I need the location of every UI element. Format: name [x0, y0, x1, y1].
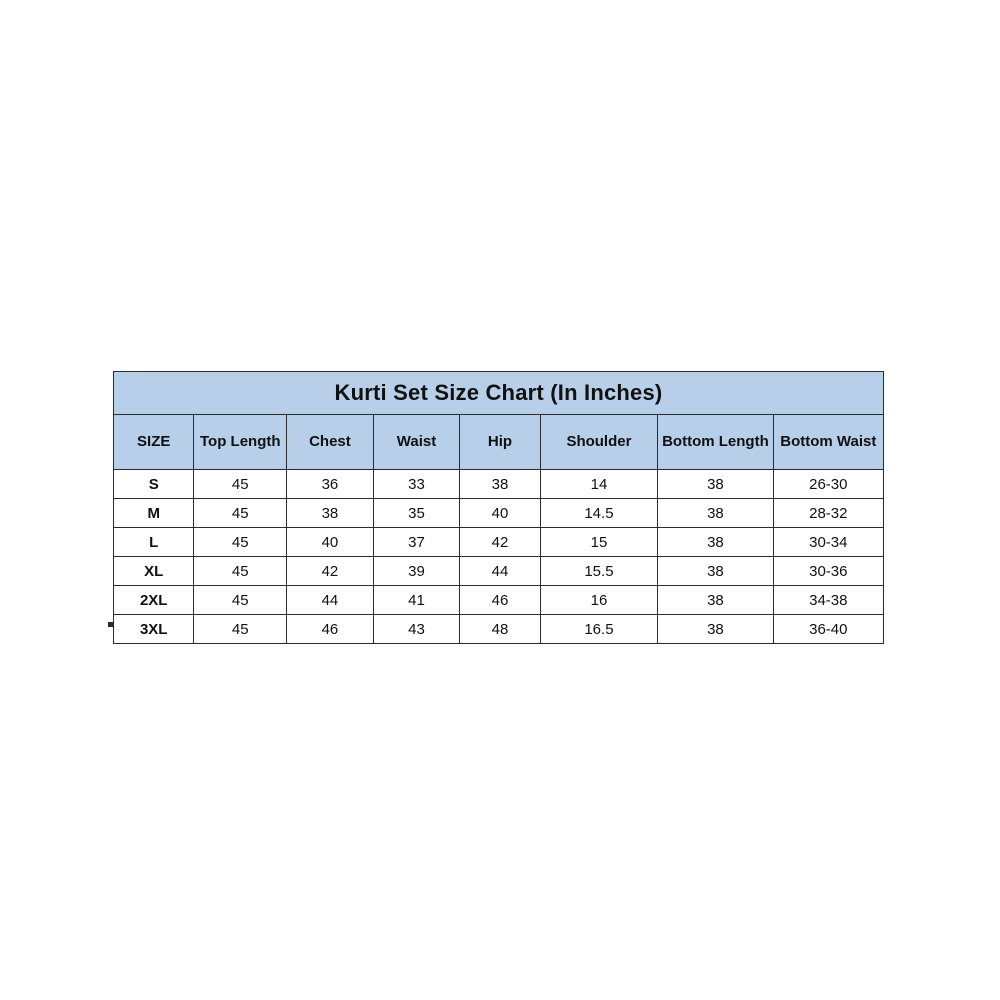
column-header-bottom-length: Bottom Length: [658, 415, 773, 470]
column-header-chest: Chest: [287, 415, 374, 470]
cell-waist: 39: [373, 557, 460, 586]
cell-top-length: 45: [194, 586, 287, 615]
cell-hip: 44: [460, 557, 540, 586]
cell-shoulder: 16: [540, 586, 658, 615]
cell-top-length: 45: [194, 470, 287, 499]
cell-hip: 42: [460, 528, 540, 557]
column-header-bottom-waist: Bottom Waist: [773, 415, 883, 470]
cell-bottom-length: 38: [658, 528, 773, 557]
table-title-row: [114, 372, 884, 415]
cell-size: M: [114, 499, 194, 528]
table-row: [114, 557, 884, 586]
table-row: [114, 615, 884, 644]
column-header-size: SIZE: [114, 415, 194, 470]
cell-bottom-waist: 30-36: [773, 557, 883, 586]
cell-bottom-length: 38: [658, 557, 773, 586]
size-chart-container: [113, 371, 884, 644]
cell-bottom-waist: 36-40: [773, 615, 883, 644]
cell-waist: 37: [373, 528, 460, 557]
cell-bottom-length: 38: [658, 615, 773, 644]
cell-waist: 41: [373, 586, 460, 615]
cell-waist: 43: [373, 615, 460, 644]
cell-bottom-length: 38: [658, 586, 773, 615]
cell-size: S: [114, 470, 194, 499]
cell-top-length: 45: [194, 557, 287, 586]
cell-top-length: 45: [194, 528, 287, 557]
cell-hip: 38: [460, 470, 540, 499]
cell-size: XL: [114, 557, 194, 586]
cell-size: L: [114, 528, 194, 557]
cell-chest: 42: [287, 557, 374, 586]
cell-shoulder: 15.5: [540, 557, 658, 586]
cell-chest: 46: [287, 615, 374, 644]
corner-mark: [108, 622, 113, 627]
cell-bottom-waist: 28-32: [773, 499, 883, 528]
cell-bottom-length: 38: [658, 470, 773, 499]
cell-waist: 35: [373, 499, 460, 528]
cell-bottom-waist: 30-34: [773, 528, 883, 557]
cell-bottom-waist: 26-30: [773, 470, 883, 499]
cell-chest: 36: [287, 470, 374, 499]
cell-hip: 46: [460, 586, 540, 615]
chart-title: Kurti Set Size Chart (In Inches): [114, 372, 884, 415]
cell-size: 2XL: [114, 586, 194, 615]
cell-bottom-waist: 34-38: [773, 586, 883, 615]
column-header-waist: Waist: [373, 415, 460, 470]
column-header-hip: Hip: [460, 415, 540, 470]
table-row: [114, 470, 884, 499]
cell-shoulder: 15: [540, 528, 658, 557]
table-row: [114, 499, 884, 528]
cell-top-length: 45: [194, 499, 287, 528]
cell-shoulder: 14: [540, 470, 658, 499]
cell-hip: 48: [460, 615, 540, 644]
size-chart-table: [113, 371, 884, 644]
cell-chest: 44: [287, 586, 374, 615]
cell-bottom-length: 38: [658, 499, 773, 528]
table-header-row: [114, 415, 884, 470]
table-row: [114, 528, 884, 557]
cell-shoulder: 14.5: [540, 499, 658, 528]
cell-shoulder: 16.5: [540, 615, 658, 644]
cell-chest: 38: [287, 499, 374, 528]
cell-size: 3XL: [114, 615, 194, 644]
cell-chest: 40: [287, 528, 374, 557]
cell-waist: 33: [373, 470, 460, 499]
column-header-shoulder: Shoulder: [540, 415, 658, 470]
column-header-top-length: Top Length: [194, 415, 287, 470]
cell-top-length: 45: [194, 615, 287, 644]
table-row: [114, 586, 884, 615]
cell-hip: 40: [460, 499, 540, 528]
